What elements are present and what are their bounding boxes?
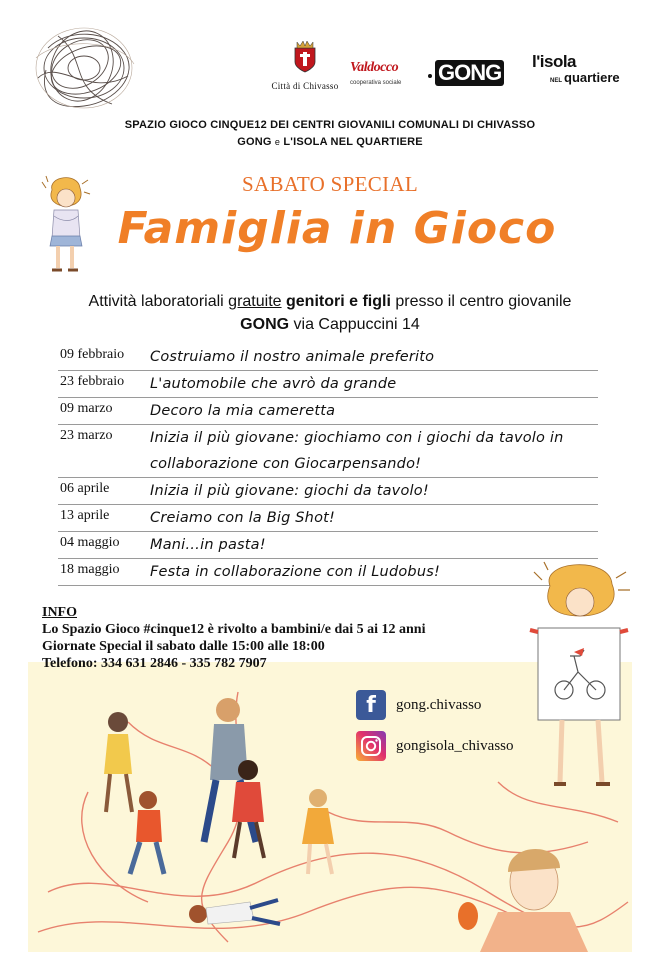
schedule-date: 06 aprile — [60, 481, 110, 496]
facebook-link[interactable] — [356, 690, 481, 720]
partner-logos — [270, 40, 650, 110]
isola-logo-line2: quartiere — [564, 70, 620, 85]
schedule-row — [58, 371, 598, 398]
instagram-icon — [356, 731, 386, 761]
schedule-row — [58, 559, 598, 586]
info-title: INFO — [42, 605, 77, 620]
schedule-row — [58, 425, 598, 478]
schedule-row — [58, 344, 598, 371]
schedule-date: 23 febbraio — [60, 374, 125, 389]
schedule-activity: Creiamo con la Big Shot! — [150, 510, 336, 526]
schedule-row — [58, 532, 598, 559]
organizer-line-2: GONG e L'ISOLA NEL QUARTIERE — [237, 136, 423, 148]
schedule-date: 09 febbraio — [60, 347, 125, 362]
schedule-date: 18 maggio — [60, 562, 120, 577]
schedule-date: 09 marzo — [60, 401, 113, 416]
instagram-handle: gongisola_chivasso — [396, 737, 514, 754]
schedule-activity: Inizia il più giovane: giochi da tavolo! — [150, 483, 429, 499]
facebook-icon: f — [356, 690, 386, 720]
info-age-range: Lo Spazio Gioco #cinque12 è rivolto a bambini/e dai 5 ai 12 anni — [42, 622, 426, 637]
instagram-link[interactable] — [356, 731, 514, 761]
schedule-date: 13 aprile — [60, 508, 110, 523]
event-title: Famiglia in Gioco — [117, 203, 557, 254]
schedule-date: 04 maggio — [60, 535, 120, 550]
gong-logo — [428, 60, 518, 90]
schedule-activity: Mani…in pasta! — [150, 537, 266, 553]
kid-with-drawing-illustration — [520, 560, 638, 790]
intro-line-1: Attività laboratoriali gratuite genitori e figli presso il centro giovanile — [88, 293, 572, 310]
schedule-table — [58, 344, 598, 586]
coop-caption: cooperativa sociale — [350, 80, 402, 86]
gong-logo-text: GONG — [435, 60, 504, 86]
scribble-illustration — [28, 18, 140, 118]
schedule-date: 23 marzo — [60, 428, 113, 443]
info-block — [42, 604, 425, 672]
city-caption: Città di Chivasso — [271, 81, 339, 91]
isola-nel-quartiere-logo — [532, 52, 632, 100]
isola-logo-line1: l'isola — [532, 52, 577, 71]
facebook-handle: gong.chivasso — [396, 696, 482, 713]
schedule-activity: Festa in collaborazione con il Ludobus! — [150, 564, 440, 580]
schedule-activity: L'automobile che avrò da grande — [150, 376, 397, 392]
schedule-row — [58, 478, 598, 505]
schedule-row — [58, 505, 598, 532]
citta-di-chivasso-logo — [270, 40, 340, 91]
schedule-row — [58, 398, 598, 425]
info-phone: Telefono: 334 631 2846 - 335 782 7907 — [42, 656, 267, 671]
isola-logo-nel: NEL — [550, 78, 562, 84]
schedule-activity: Decoro la mia cameretta — [150, 403, 336, 419]
coop-name: Valdocco — [350, 60, 399, 75]
info-schedule: Giornate Special il sabato dalle 15:00 alle 18:00 — [42, 639, 325, 654]
schedule-activity: Inizia il più giovane: giochiamo con i giochi da tavolo in collaborazione con Giocarpensando! — [150, 430, 564, 472]
intro-line-2: GONG via Cappuccini 14 — [240, 316, 420, 333]
event-subtitle: SABATO SPECIAL — [242, 172, 418, 196]
valdocco-logo — [350, 58, 420, 94]
schedule-activity: Costruiamo il nostro animale preferito — [150, 349, 435, 365]
city-crest-icon — [291, 40, 319, 74]
organizer-line-1: SPAZIO GIOCO CINQUE12 DEI CENTRI GIOVANILI COMUNALI DI CHIVASSO — [124, 119, 536, 131]
